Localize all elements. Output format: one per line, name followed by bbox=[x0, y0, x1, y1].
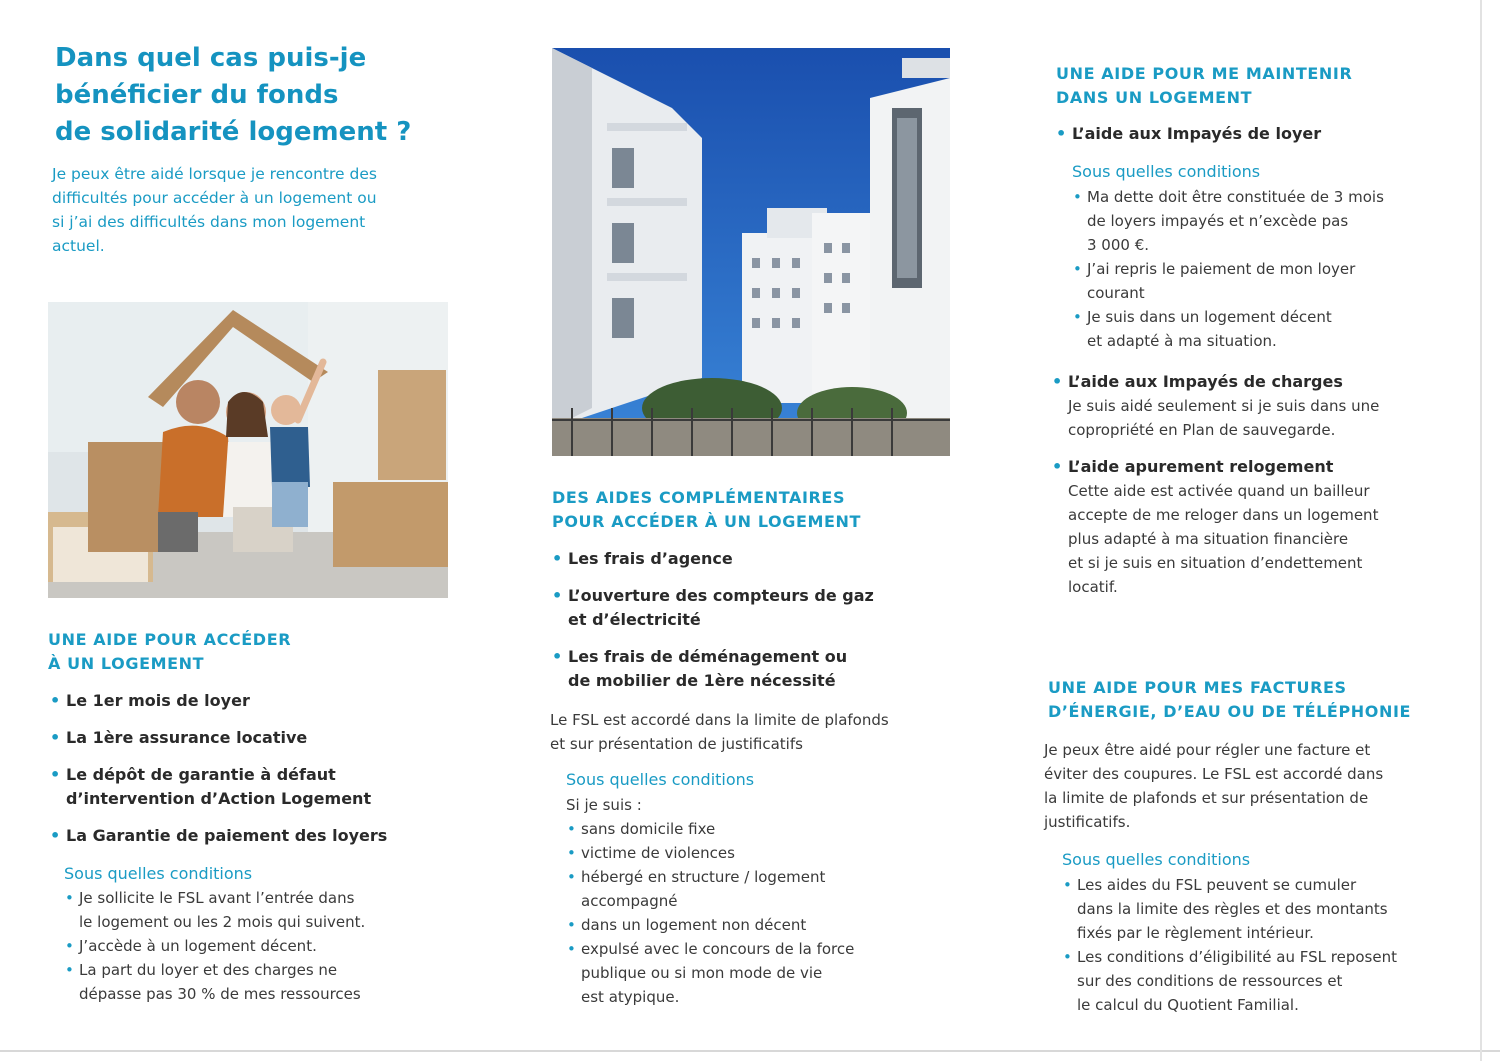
list-item bbox=[550, 584, 960, 632]
body-line: la limite de plafonds et sur présentation de bbox=[1044, 789, 1369, 807]
list-item-line: • dans un logement non décent bbox=[581, 916, 807, 934]
list-item-line: • L’aide aux Impayés de charges bbox=[1068, 372, 1343, 391]
list-item bbox=[48, 763, 468, 811]
fsl-limit-text bbox=[550, 708, 960, 756]
body-line: éviter des coupures. Le FSL est accordé dans bbox=[1044, 765, 1384, 783]
intro-line: si j’ai des difficultés dans mon logement bbox=[52, 213, 366, 231]
list-item-line: • sans domicile fixe bbox=[581, 820, 716, 838]
body-line: locatif. bbox=[1068, 578, 1118, 596]
intro-line: actuel. bbox=[52, 237, 105, 255]
list-item bbox=[1050, 370, 1466, 442]
list-item bbox=[64, 886, 464, 934]
section-title-maintain bbox=[1056, 62, 1466, 110]
page-title-line: bénéficier du fonds bbox=[55, 80, 339, 110]
section-title-access bbox=[48, 628, 468, 676]
list-item bbox=[566, 817, 956, 841]
list-item-line: • Les aides du FSL peuvent se cumuler bbox=[1077, 876, 1357, 894]
list-item-line: de mobilier de 1ère nécessité bbox=[568, 671, 836, 690]
list-item-line: d’intervention d’Action Logement bbox=[66, 789, 372, 808]
list-item-line: • La part du loyer et des charges ne bbox=[79, 961, 338, 979]
list-item-line: • J’ai repris le paiement de mon loyer bbox=[1087, 260, 1356, 278]
intro-line: Je peux être aidé lorsque je rencontre des bbox=[52, 165, 377, 183]
list-item-line: • L’aide aux Impayés de loyer bbox=[1072, 124, 1322, 143]
list-item-line: • Le dépôt de garantie à défaut bbox=[66, 765, 336, 784]
list-item-line: et d’électricité bbox=[568, 610, 701, 629]
list-item-line: est atypique. bbox=[581, 988, 680, 1006]
conditions-title: Sous quelles conditions bbox=[1062, 850, 1251, 869]
list-item-description bbox=[1068, 479, 1466, 599]
maintain-bullet-relocation bbox=[1050, 455, 1466, 599]
page-title-line: de solidarité logement ? bbox=[55, 117, 412, 147]
section-title-line: UNE AIDE POUR MES FACTURES bbox=[1048, 678, 1347, 697]
list-item-line: dans la limite des règles et des montants bbox=[1077, 900, 1388, 918]
section-title-line: DANS UN LOGEMENT bbox=[1056, 88, 1253, 107]
list-item-line: publique ou si mon mode de vie bbox=[581, 964, 823, 982]
section-title-line: POUR ACCÉDER À UN LOGEMENT bbox=[552, 512, 862, 531]
conditions-intro: Si je suis : bbox=[566, 796, 642, 814]
bills-body-text bbox=[1044, 738, 1464, 834]
body-line: Cette aide est activée quand un bailleur bbox=[1068, 482, 1370, 500]
list-item bbox=[1062, 945, 1462, 1017]
list-item-line: • Je suis dans un logement décent bbox=[1087, 308, 1332, 326]
access-aid-list bbox=[48, 689, 468, 848]
maintain-bullet-charges bbox=[1050, 370, 1466, 442]
list-item bbox=[566, 865, 956, 913]
list-item-line: • Le 1er mois de loyer bbox=[66, 691, 250, 710]
list-item-line: fixés par le règlement intérieur. bbox=[1077, 924, 1314, 942]
conditions-list bbox=[566, 817, 956, 1009]
list-item bbox=[1050, 455, 1466, 599]
list-item bbox=[550, 547, 960, 571]
list-item bbox=[550, 645, 960, 693]
list-item bbox=[1072, 185, 1466, 257]
list-item-line: • J’accède à un logement décent. bbox=[79, 937, 317, 955]
family-moving-photo bbox=[48, 302, 448, 598]
list-item bbox=[64, 934, 464, 958]
list-item-line: • Ma dette doit être constituée de 3 mois bbox=[1087, 188, 1384, 206]
list-item-line: le calcul du Quotient Familial. bbox=[1077, 996, 1299, 1014]
list-item-line: • expulsé avec le concours de la force bbox=[581, 940, 855, 958]
intro-line: difficultés pour accéder à un logement ou bbox=[52, 189, 377, 207]
scan-bottom-edge bbox=[0, 1050, 1500, 1052]
body-line: et sur présentation de justificatifs bbox=[550, 735, 803, 753]
list-item-line: • Les frais d’agence bbox=[568, 549, 733, 568]
list-item bbox=[566, 913, 956, 937]
list-item-line: et adapté à ma situation. bbox=[1087, 332, 1277, 350]
section-title-bills bbox=[1048, 676, 1468, 724]
list-item-line: • Les frais de déménagement ou bbox=[568, 647, 848, 666]
conditions-title: Sous quelles conditions bbox=[64, 864, 253, 883]
list-item-line: courant bbox=[1087, 284, 1145, 302]
intro-text bbox=[52, 162, 472, 258]
section-title-line: UNE AIDE POUR ME MAINTENIR bbox=[1056, 64, 1353, 83]
section-title-line: À UN LOGEMENT bbox=[48, 654, 205, 673]
list-item-line: sur des conditions de ressources et bbox=[1077, 972, 1343, 990]
list-item-line: le logement ou les 2 mois qui suivent. bbox=[79, 913, 366, 931]
list-item bbox=[1054, 122, 1464, 146]
body-line: Je suis aidé seulement si je suis dans une bbox=[1068, 397, 1380, 415]
family-photo-illustration bbox=[48, 302, 448, 598]
body-line: Le FSL est accordé dans la limite de plafonds bbox=[550, 711, 889, 729]
list-item-line: • La Garantie de paiement des loyers bbox=[66, 826, 388, 845]
conditions-title: Sous quelles conditions bbox=[566, 770, 755, 789]
list-item-line: • L’ouverture des compteurs de gaz bbox=[568, 586, 874, 605]
list-item bbox=[1072, 257, 1466, 305]
body-line: plus adapté à ma situation financière bbox=[1068, 530, 1349, 548]
list-item-line: accompagné bbox=[581, 892, 678, 910]
list-item-line: de loyers impayés et n’excède pas bbox=[1087, 212, 1349, 230]
conditions-title: Sous quelles conditions bbox=[1072, 162, 1261, 181]
conditions-list bbox=[1072, 185, 1466, 353]
section-title-line: D’ÉNERGIE, D’EAU OU DE TÉLÉPHONIE bbox=[1048, 702, 1412, 721]
page-title-line: Dans quel cas puis-je bbox=[55, 43, 367, 73]
buildings-photo-illustration bbox=[552, 48, 950, 456]
complementary-aid-list bbox=[550, 547, 960, 693]
section-title-line: UNE AIDE POUR ACCÉDER bbox=[48, 630, 292, 649]
list-item-line: • L’aide apurement relogement bbox=[1068, 457, 1334, 476]
list-item bbox=[566, 841, 956, 865]
body-line: et si je suis en situation d’endettement bbox=[1068, 554, 1363, 572]
list-item bbox=[566, 937, 956, 1009]
conditions-list bbox=[64, 886, 464, 1006]
buildings-photo bbox=[552, 48, 950, 456]
list-item-description bbox=[1068, 394, 1466, 442]
list-item bbox=[1062, 873, 1462, 945]
list-item-line: • hébergé en structure / logement bbox=[581, 868, 826, 886]
body-line: accepte de me reloger dans un logement bbox=[1068, 506, 1379, 524]
list-item-line: • Les conditions d’éligibilité au FSL reposent bbox=[1077, 948, 1397, 966]
list-item bbox=[64, 958, 464, 1006]
section-title-line: DES AIDES COMPLÉMENTAIRES bbox=[552, 488, 846, 507]
section-title-complementary bbox=[552, 486, 952, 534]
list-item-line: • Je sollicite le FSL avant l’entrée dans bbox=[79, 889, 355, 907]
body-line: Je peux être aidé pour régler une facture et bbox=[1044, 741, 1371, 759]
list-item bbox=[48, 689, 468, 713]
list-item-line: 3 000 €. bbox=[1087, 236, 1150, 254]
list-item-line: • victime de violences bbox=[581, 844, 735, 862]
page-title bbox=[55, 40, 475, 151]
list-item bbox=[1072, 305, 1466, 353]
conditions-list bbox=[1062, 873, 1462, 1017]
scan-right-edge bbox=[1480, 0, 1482, 1061]
body-line: copropriété en Plan de sauvegarde. bbox=[1068, 421, 1336, 439]
maintain-bullet-rent bbox=[1054, 122, 1464, 146]
list-item-line: • La 1ère assurance locative bbox=[66, 728, 308, 747]
body-line: justificatifs. bbox=[1044, 813, 1131, 831]
list-item-line: dépasse pas 30 % de mes ressources bbox=[79, 985, 361, 1003]
list-item bbox=[48, 726, 468, 750]
list-item bbox=[48, 824, 468, 848]
